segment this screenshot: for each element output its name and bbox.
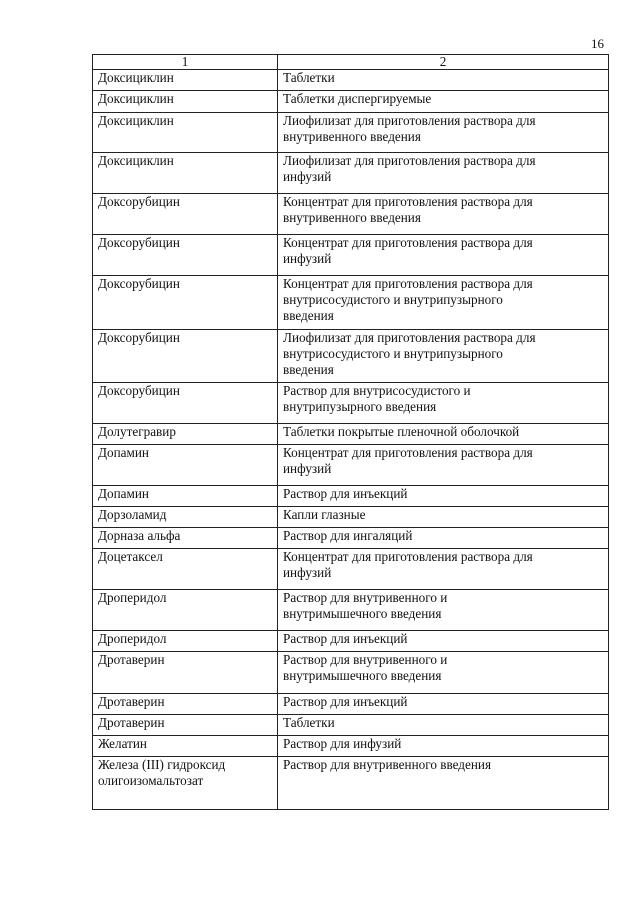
drug-name: Доксорубицин xyxy=(98,276,180,291)
dosage-form: Концентрат для приготовления раствора для внутрисосудистого и внутрипузырного введения xyxy=(283,276,533,323)
table-row xyxy=(93,445,609,486)
dosage-form-cell xyxy=(278,549,609,590)
drug-name: Долутегравир xyxy=(98,424,176,439)
dosage-form: Раствор для ингаляций xyxy=(283,528,413,543)
table-row xyxy=(93,757,609,810)
drug-name-cell xyxy=(93,652,278,694)
table-row xyxy=(93,507,609,528)
drug-name-cell xyxy=(93,694,278,715)
drug-name-cell xyxy=(93,631,278,652)
drug-name: Доксорубицин xyxy=(98,235,180,250)
drug-name: Дротаверин xyxy=(98,652,165,667)
dosage-form-cell xyxy=(278,276,609,330)
drug-name-cell xyxy=(93,736,278,757)
dosage-form: Концентрат для приготовления раствора для инфузий xyxy=(283,549,533,580)
table-row xyxy=(93,330,609,383)
table-row xyxy=(93,528,609,549)
dosage-form-cell xyxy=(278,590,609,631)
drug-name-cell xyxy=(93,549,278,590)
drug-name: Доксорубицин xyxy=(98,194,180,209)
dosage-form-cell xyxy=(278,631,609,652)
dosage-form: Раствор для инфузий xyxy=(283,736,402,751)
table-body xyxy=(93,70,609,810)
dosage-form: Раствор для внутривенного введения xyxy=(283,757,492,772)
table-row xyxy=(93,694,609,715)
drug-name-cell xyxy=(93,383,278,424)
drug-name-cell xyxy=(93,330,278,383)
drug-name: Доксициклин xyxy=(98,113,174,128)
drug-name-cell xyxy=(93,235,278,276)
table-row xyxy=(93,631,609,652)
drug-name-cell xyxy=(93,153,278,194)
dosage-form-cell xyxy=(278,235,609,276)
table-row xyxy=(93,70,609,91)
page-number: 16 xyxy=(591,36,604,51)
dosage-form-cell xyxy=(278,330,609,383)
dosage-form: Раствор для внутривенного и внутримышечного введения xyxy=(283,590,448,621)
table-row xyxy=(93,91,609,113)
drug-name-cell xyxy=(93,445,278,486)
drug-name-cell xyxy=(93,507,278,528)
drug-name: Дроперидол xyxy=(98,590,167,605)
drug-name-cell xyxy=(93,70,278,91)
drug-name-cell xyxy=(93,486,278,507)
dosage-form-cell xyxy=(278,113,609,153)
dosage-form: Концентрат для приготовления раствора для инфузий xyxy=(283,445,533,476)
dosage-form: Капли глазные xyxy=(283,507,366,522)
drug-name: Доцетаксел xyxy=(98,549,163,564)
dosage-form-cell xyxy=(278,736,609,757)
drug-name: Допамин xyxy=(98,445,149,460)
drug-table xyxy=(92,54,609,810)
table-row xyxy=(93,113,609,153)
dosage-form-cell xyxy=(278,153,609,194)
drug-name: Доксорубицин xyxy=(98,330,180,345)
dosage-form: Раствор для внутрисосудистого и внутрипузырного введения xyxy=(283,383,471,414)
drug-name-cell xyxy=(93,194,278,235)
table-row xyxy=(93,194,609,235)
drug-name-cell xyxy=(93,113,278,153)
dosage-form: Раствор для инъекций xyxy=(283,694,408,709)
drug-name-cell xyxy=(93,276,278,330)
dosage-form-cell xyxy=(278,694,609,715)
table-row xyxy=(93,276,609,330)
dosage-form-cell xyxy=(278,757,609,810)
dosage-form-cell xyxy=(278,445,609,486)
dosage-form-cell xyxy=(278,424,609,445)
drug-name-cell xyxy=(93,91,278,113)
drug-name: Доксициклин xyxy=(98,91,174,106)
dosage-form: Лиофилизат для приготовления раствора для внутривенного введения xyxy=(283,113,536,144)
table-row xyxy=(93,235,609,276)
table-row xyxy=(93,736,609,757)
drug-name: Доксорубицин xyxy=(98,383,180,398)
dosage-form: Раствор для внутривенного и внутримышечного введения xyxy=(283,652,448,683)
dosage-form-cell xyxy=(278,486,609,507)
drug-name-cell xyxy=(93,590,278,631)
dosage-form: Таблетки xyxy=(283,715,335,730)
column-header-1: 1 xyxy=(93,55,278,70)
dosage-form-cell xyxy=(278,528,609,549)
drug-name: Желатин xyxy=(98,736,147,751)
dosage-form-cell xyxy=(278,652,609,694)
drug-name: Дорзоламид xyxy=(98,507,167,522)
table-row xyxy=(93,383,609,424)
dosage-form-cell xyxy=(278,70,609,91)
dosage-form: Таблетки xyxy=(283,70,335,85)
table-row xyxy=(93,652,609,694)
dosage-form: Лиофилизат для приготовления раствора для инфузий xyxy=(283,153,536,184)
table-row xyxy=(93,549,609,590)
dosage-form: Таблетки покрытые пленочной оболочкой xyxy=(283,424,520,439)
drug-name-cell xyxy=(93,424,278,445)
drug-name: Допамин xyxy=(98,486,149,501)
drug-name-cell xyxy=(93,715,278,736)
table-row xyxy=(93,486,609,507)
drug-name: Дротаверин xyxy=(98,694,165,709)
dosage-form: Таблетки диспергируемые xyxy=(283,91,432,106)
table-row xyxy=(93,153,609,194)
drug-name: Железа (III) гидроксид олигоизомальтозат xyxy=(98,757,226,788)
drug-name: Дроперидол xyxy=(98,631,167,646)
column-header-2: 2 xyxy=(278,55,609,70)
table-row xyxy=(93,424,609,445)
drug-name-cell xyxy=(93,757,278,810)
dosage-form: Раствор для инъекций xyxy=(283,486,408,501)
dosage-form: Концентрат для приготовления раствора для инфузий xyxy=(283,235,533,266)
drug-name: Доксициклин xyxy=(98,70,174,85)
table-header-row xyxy=(93,55,609,70)
drug-name: Доксициклин xyxy=(98,153,174,168)
drug-name: Дорназа альфа xyxy=(98,528,181,543)
dosage-form: Раствор для инъекций xyxy=(283,631,408,646)
dosage-form-cell xyxy=(278,507,609,528)
dosage-form: Лиофилизат для приготовления раствора для внутрисосудистого и внутрипузырного введения xyxy=(283,330,536,377)
table-row xyxy=(93,590,609,631)
drug-name-cell xyxy=(93,528,278,549)
dosage-form-cell xyxy=(278,194,609,235)
table-row xyxy=(93,715,609,736)
drug-name: Дротаверин xyxy=(98,715,165,730)
dosage-form-cell xyxy=(278,383,609,424)
dosage-form-cell xyxy=(278,91,609,113)
dosage-form: Концентрат для приготовления раствора для внутривенного введения xyxy=(283,194,533,225)
dosage-form-cell xyxy=(278,715,609,736)
